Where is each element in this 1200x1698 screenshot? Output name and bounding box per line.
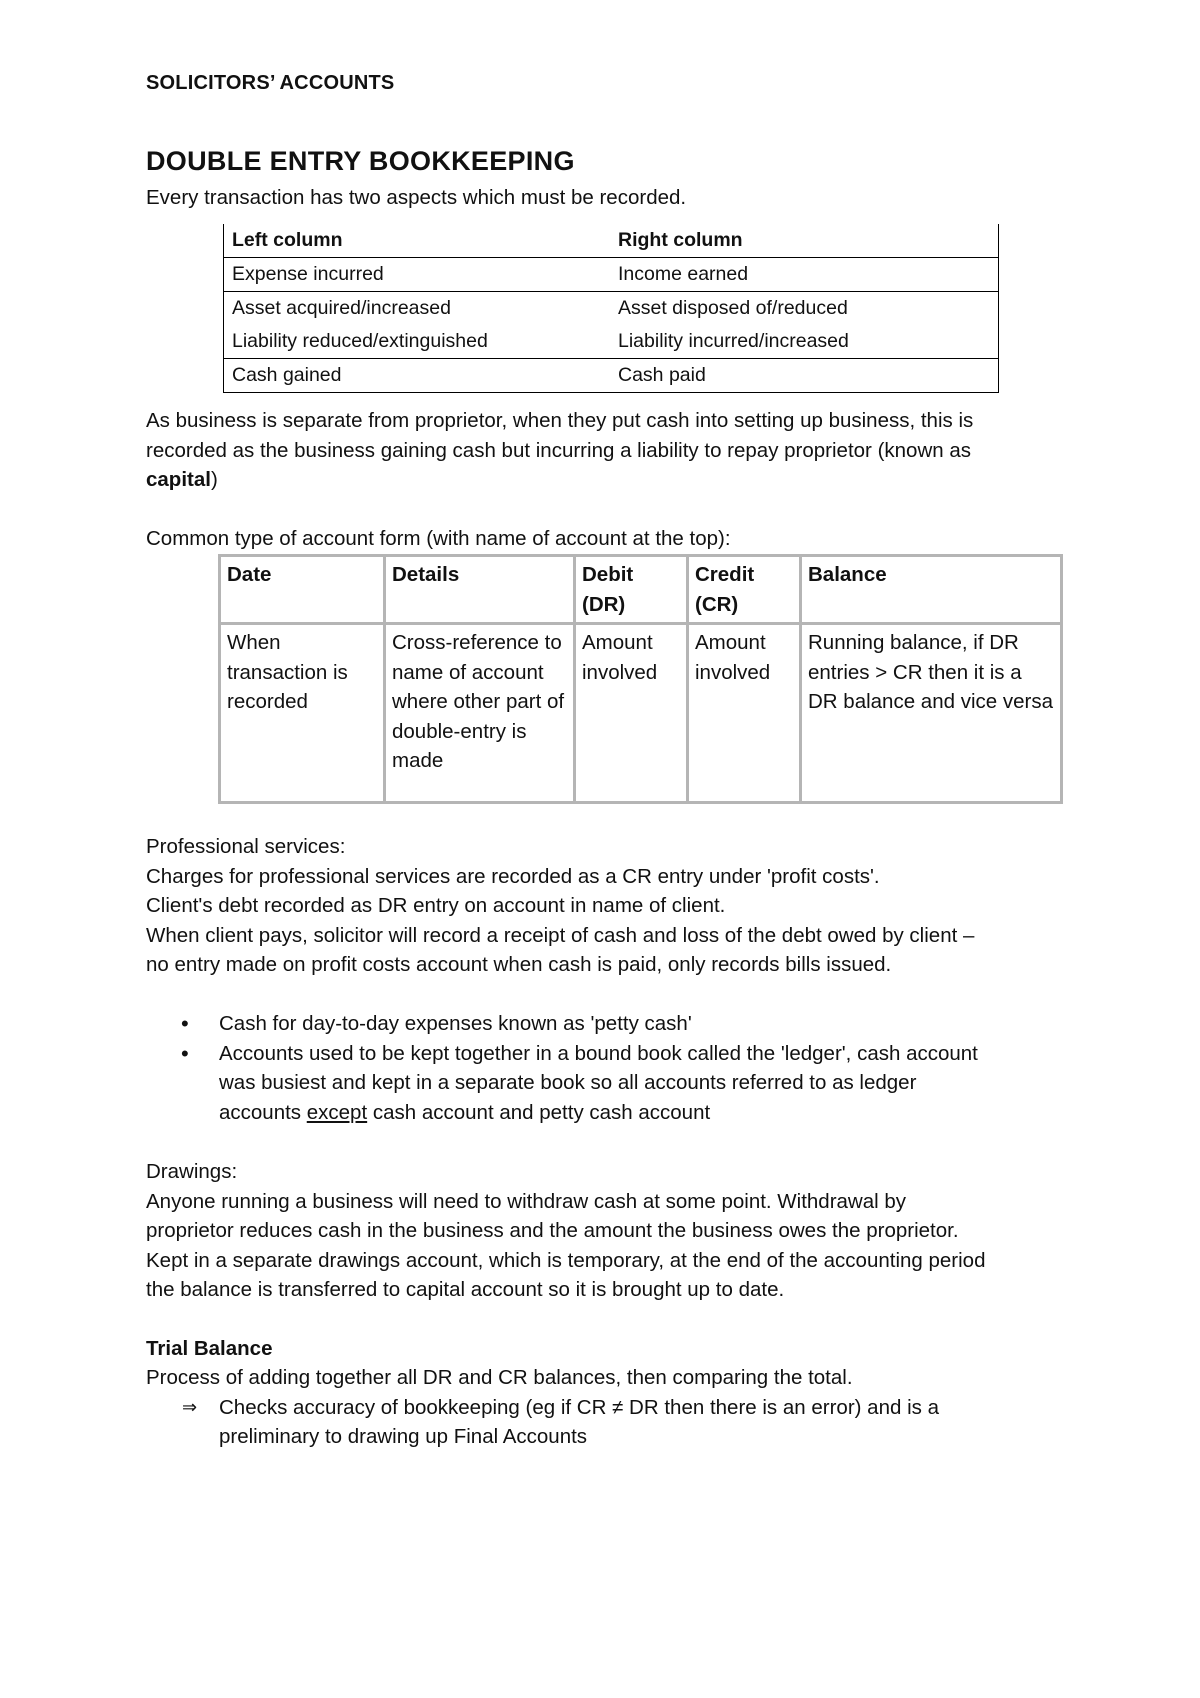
intro-text: Every transaction has two aspects which must be recorded. — [146, 186, 687, 209]
professional-title: Professional services: — [146, 835, 346, 858]
aspects-row — [224, 325, 999, 359]
drawings-line: Anyone running a business will need to withdraw cash at some point. Withdrawal by — [146, 1189, 907, 1213]
aspects-cell: Income earned — [610, 258, 999, 292]
aspects-header-right: Right column — [610, 224, 999, 258]
capital-line: recorded as the business gaining cash but incurring a liability to repay proprietor (known as — [146, 438, 972, 462]
aspects-header-left: Left column — [224, 224, 611, 258]
professional-line: Charges for professional services are recorded as a CR entry under 'profit costs'. — [146, 864, 880, 888]
professional-line: Client's debt recorded as DR entry on account in name of client. — [146, 894, 726, 917]
drawings-line: Kept in a separate drawings account, which is temporary, at the end of the accounting period — [146, 1248, 986, 1272]
bullet-icon: • — [181, 1011, 189, 1036]
section-heading: DOUBLE ENTRY BOOKKEEPING — [146, 146, 575, 176]
list-item-text: Cash for day-to-day expenses known as 'petty cash' — [219, 1012, 692, 1035]
aspects-cell: Liability incurred/increased — [610, 325, 999, 359]
header-balance: Balance — [801, 556, 1062, 624]
drawings-title: Drawings: — [146, 1160, 238, 1183]
cell-debit: Amount involved — [575, 624, 688, 803]
underlined-text: except — [306, 1100, 368, 1124]
document-subject: SOLICITORS’ ACCOUNTS — [146, 72, 395, 94]
arrow-item-text: Checks accuracy of bookkeeping (eg if CR ≠ DR then there is an error) and is a — [219, 1395, 939, 1419]
professional-line: no entry made on profit costs account when cash is paid, only records bills issued. — [146, 953, 892, 976]
drawings-line: the balance is transferred to capital account so it is brought up to date. — [146, 1278, 785, 1301]
capital-line — [146, 465, 1076, 495]
aspects-cell: Cash gained — [224, 359, 611, 393]
aspects-row — [224, 359, 999, 393]
professional-services-section — [146, 832, 1106, 980]
aspects-table — [223, 224, 999, 393]
aspects-cell: Expense incurred — [224, 258, 611, 292]
header-credit: Credit (CR) — [688, 556, 801, 624]
account-form-lead: Common type of account form (with name of account at the top): — [146, 527, 731, 550]
account-form-header-row — [220, 556, 1062, 624]
trial-balance-heading: Trial Balance — [146, 1337, 273, 1360]
list-item-text: Accounts used to be kept together in a bound book called the 'ledger', cash account — [219, 1041, 978, 1065]
aspects-row — [224, 258, 999, 292]
aspects-cell: Cash paid — [610, 359, 999, 393]
drawings-section — [146, 1157, 1106, 1305]
bullet-list — [146, 1009, 1106, 1127]
list-item — [146, 1009, 1106, 1039]
list-item-text: was busiest and kept in a separate book so all accounts referred to as ledger — [219, 1071, 917, 1094]
aspects-cell: Asset disposed of/reduced — [610, 292, 999, 326]
aspects-row — [224, 292, 999, 326]
cell-date: When transaction is recorded — [220, 624, 385, 803]
cell-details: Cross-reference to name of account where other part of double-entry is made — [385, 624, 575, 803]
account-form-table — [218, 554, 1063, 804]
aspects-cell: Asset acquired/increased — [224, 292, 611, 326]
capital-term: capital — [146, 468, 211, 491]
arrow-item-text: preliminary to drawing up Final Accounts — [219, 1425, 588, 1448]
trial-balance-line: Process of adding together all DR and CR balances, then comparing the total. — [146, 1366, 853, 1389]
text-span: accounts — [219, 1100, 307, 1124]
header-details: Details — [385, 556, 575, 624]
capital-paragraph — [146, 406, 1076, 495]
text-span: cash account and petty cash account — [367, 1100, 711, 1124]
list-item — [146, 1039, 1106, 1128]
header-date: Date — [220, 556, 385, 624]
bullet-icon: • — [181, 1040, 189, 1066]
account-form-row — [220, 624, 1062, 803]
list-item-text — [219, 1098, 1106, 1128]
right-arrow-icon: ⇒ — [182, 1396, 198, 1417]
drawings-line: proprietor reduces cash in the business and the amount the business owes the proprietor. — [146, 1219, 959, 1242]
capital-close: ) — [210, 468, 218, 491]
cell-credit: Amount involved — [688, 624, 801, 803]
capital-line: As business is separate from proprietor, when they put cash into setting up business, this is — [146, 409, 974, 432]
aspects-cell: Liability reduced/extinguished — [224, 325, 611, 359]
cell-balance: Running balance, if DR entries > CR then it is a DR balance and vice versa — [801, 624, 1062, 803]
header-debit: Debit (DR) — [575, 556, 688, 624]
arrow-list-item — [146, 1393, 1106, 1452]
trial-balance-section — [146, 1363, 1106, 1452]
professional-line: When client pays, solicitor will record a receipt of cash and loss of the debt owed by client – — [146, 923, 975, 947]
